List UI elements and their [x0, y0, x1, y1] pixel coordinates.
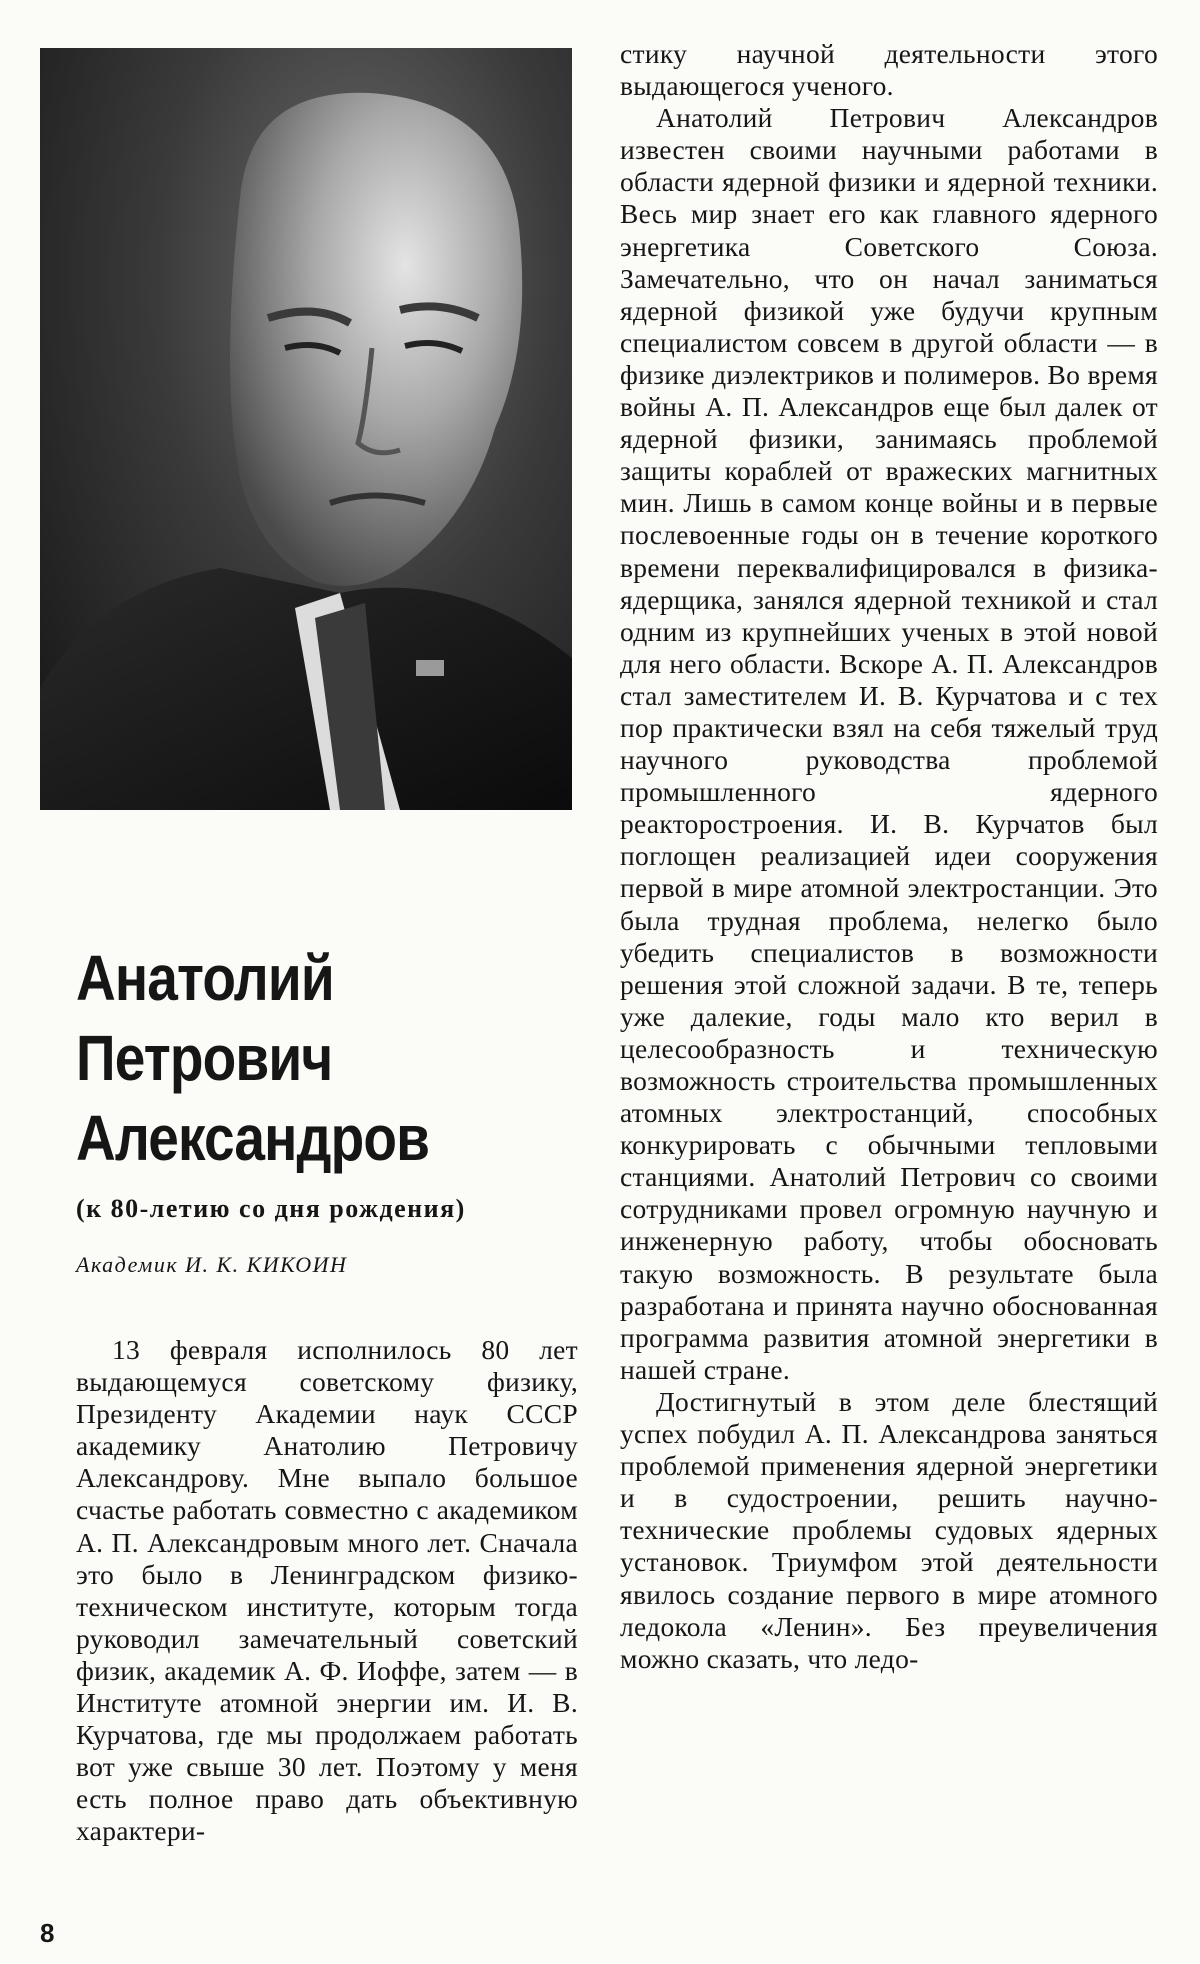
title-line-1: Анатолий	[76, 942, 334, 1014]
body-paragraph-continued: стику научной деятельности этого выдающегося ученого.	[620, 38, 1158, 102]
title-line-2: Петрович	[76, 1022, 333, 1094]
article-subtitle: (к 80-летию со дня рождения)	[76, 1194, 466, 1223]
body-paragraph: Достигнутый в этом деле блестящий успех побудил А. П. Александрова заняться проблемой применения ядерной энергетики и в судостроении, решить научно-технические проблемы судовых ядерных установок. Триумфом этой деятельности явилось создание первого в мире атомного ледокола «Ленин». Без преувеличения можно сказать, что ледо-	[620, 1385, 1158, 1674]
body-column-right	[620, 38, 1158, 1675]
article-title	[76, 938, 506, 1178]
author-byline: Академик И. К. КИКОИН	[76, 1252, 348, 1277]
page-number: 8	[40, 1918, 55, 1948]
portrait-illustration	[40, 48, 572, 810]
body-paragraph: 13 февраля исполнилось 80 лет выдающемуся советскому физику, Президенту Академии наук СССР академику Анатолию Петровичу Александрову. Мне выпало большое счастье работать совместно с академиком А. П. Александровым много лет. Сначала это было в Ленинградском физико-техническом институте, которым тогда руководил замечательный советский физик, академик А. Ф. Иоффе, затем — в Институте атомной энергии им. И. В. Курчатова, где мы продолжаем работать вот уже свыше 30 лет. Поэтому у меня есть полное право дать объективную характери-	[76, 1334, 578, 1847]
body-paragraph: Анатолий Петрович Александров известен своими научными работами в области ядерной физики и ядерной техники. Весь мир знает его как главного ядерного энергетика Советского Союза. Замечательно, что он начал заниматься ядерной физикой уже будучи крупным специалистом совсем в другой области — в физике диэлектриков и полимеров. Во время войны А. П. Александров еще был далек от ядерной физики, занимаясь проблемой защиты кораблей от вражеских магнитных мин. Лишь в самом конце войны и в первые послевоенные годы он в течение короткого времени переквалифицировался в физика-ядерщика, занялся ядерной техникой и стал одним из крупнейших ученых в этой новой для него области. Вскоре А. П. Александров стал заместителем И. В. Курчатова и с тех пор практически взял на себя тяжелый труд научного руководства проблемой промышленного ядерного реакторостроения. И. В. Курчатов был поглощен реализацией идеи сооружения первой в мире атомной электростанции. Это была трудная проблема, нелегко было убедить специалистов в возможности решения этой сложной задачи. В те, теперь уже далекие, годы мало кто верил в целесообразность и техническую возможность строительства промышленных атомных электростанций, способных конкурировать с обычными тепловыми станциями. Анатолий Петрович со своими сотрудниками провел огромную научную и инженерную работу, чтобы обосновать такую возможность. В результате была разработана и принята научно обоснованная программа развития атомной энергетики в нашей стране.	[620, 102, 1158, 1385]
portrait-photo	[40, 48, 572, 810]
body-column-left	[76, 1334, 578, 1848]
title-line-3: Александров	[76, 1102, 430, 1174]
